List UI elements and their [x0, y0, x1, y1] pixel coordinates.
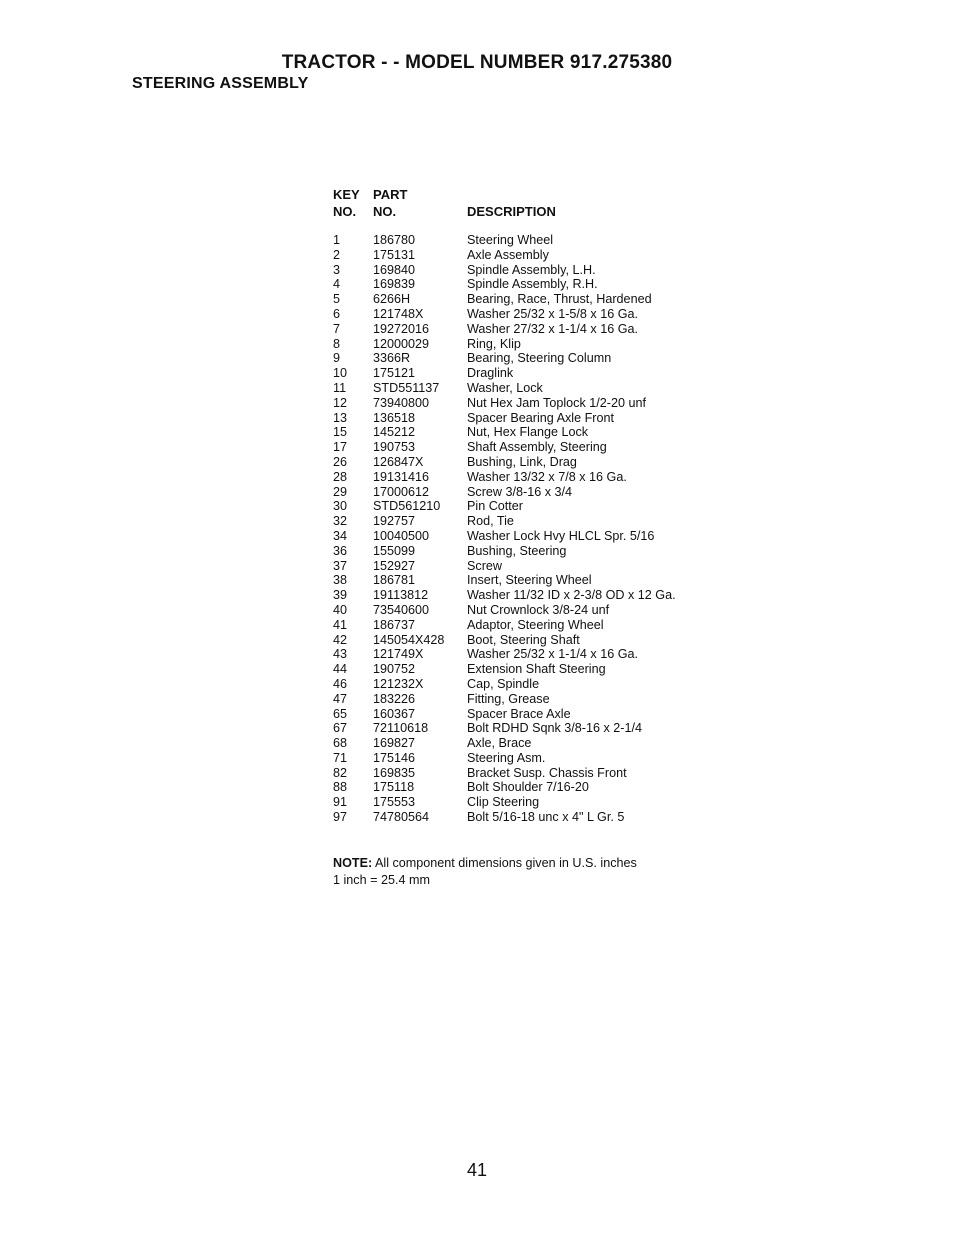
part-no-cell: 186781: [373, 573, 416, 588]
description-cell: Axle, Brace: [467, 736, 532, 751]
description-cell: Insert, Steering Wheel: [467, 573, 592, 588]
key-no-cell: 34: [333, 528, 348, 543]
part-no-cell: 145054X428: [373, 632, 445, 647]
key-no-cell: 42: [333, 632, 348, 647]
note-text: All component dimensions given in U.S. inches: [372, 856, 637, 870]
part-no-cell: 186737: [373, 617, 416, 632]
key-no-cell: 2: [333, 247, 341, 262]
key-no-cell: 97: [333, 810, 348, 825]
page-title: TRACTOR - - MODEL NUMBER 917.275380: [281, 52, 673, 73]
description-cell: Ring, Klip: [467, 336, 521, 351]
note-line2: 1 inch = 25.4 mm: [333, 873, 430, 887]
key-no-cell: 36: [333, 543, 348, 558]
description-cell: Washer 11/32 ID x 2-3/8 OD x 12 Ga.: [467, 588, 676, 603]
description-cell: Washer 27/32 x 1-1/4 x 16 Ga.: [467, 321, 639, 336]
key-no-cell: 44: [333, 662, 348, 677]
part-no-cell: 175121: [373, 366, 416, 381]
description-cell: Washer 25/32 x 1-5/8 x 16 Ga.: [467, 306, 639, 321]
part-no-cell: 169827: [373, 736, 416, 751]
key-no-cell: 41: [333, 617, 348, 632]
part-no-cell: 136518: [373, 410, 416, 425]
description-cell: Washer 25/32 x 1-1/4 x 16 Ga.: [467, 647, 639, 662]
description-cell: Spindle Assembly, L.H.: [467, 262, 596, 277]
header-description: DESCRIPTION: [467, 204, 556, 219]
key-no-cell: 65: [333, 706, 348, 721]
key-no-cell: 91: [333, 795, 348, 810]
table-header: [333, 186, 753, 222]
key-no-cell: 15: [333, 425, 348, 440]
description-cell: Nut Crownlock 3/8-24 unf: [467, 602, 610, 617]
header-part-line1: PART: [373, 187, 408, 202]
part-no-cell: 190752: [373, 662, 416, 677]
part-no-cell: 169839: [373, 277, 416, 292]
description-cell: Spindle Assembly, R.H.: [467, 277, 598, 292]
key-no-cell: 7: [333, 321, 341, 336]
part-no-cell: 175146: [373, 750, 416, 765]
description-cell: Nut Hex Jam Toplock 1/2-20 unf: [467, 395, 646, 410]
note-label: NOTE:: [333, 856, 373, 870]
description-cell: Cap, Spindle: [467, 676, 540, 691]
page-number: 41: [466, 1160, 488, 1180]
part-no-cell: STD551137: [373, 380, 440, 395]
description-cell: Draglink: [467, 366, 514, 381]
part-no-cell: 19113812: [373, 588, 429, 603]
part-no-cell: 155099: [373, 543, 416, 558]
part-no-cell: 121232X: [373, 676, 424, 691]
description-cell: Screw 3/8-16 x 3/4: [467, 484, 572, 499]
description-cell: Washer, Lock: [467, 380, 543, 395]
description-cell: Bolt Shoulder 7/16-20: [467, 780, 589, 795]
key-no-cell: 71: [333, 750, 348, 765]
description-cell: Washer 13/32 x 7/8 x 16 Ga.: [467, 469, 627, 484]
description-cell: Bushing, Link, Drag: [467, 454, 577, 469]
description-cell: Bolt RDHD Sqnk 3/8-16 x 2-1/4: [467, 721, 642, 736]
key-no-cell: 17: [333, 440, 348, 455]
part-no-cell: 186780: [373, 233, 416, 247]
part-no-cell: 17000612: [373, 484, 430, 499]
key-no-cell: 67: [333, 721, 348, 736]
description-cell: Extension Shaft Steering: [467, 662, 606, 677]
parts-table: [333, 186, 753, 825]
part-no-cell: 169835: [373, 765, 416, 780]
key-no-cell: 11: [333, 380, 347, 395]
key-no-cell: 6: [333, 306, 341, 321]
description-cell: Steering Asm.: [467, 750, 546, 765]
key-no-cell: 47: [333, 691, 348, 706]
description-cell: Spacer Brace Axle: [467, 706, 571, 721]
description-cell: Axle Assembly: [467, 247, 549, 262]
part-no-cell: 19131416: [373, 469, 430, 484]
key-no-cell: 32: [333, 514, 348, 529]
part-no-cell: 160367: [373, 706, 416, 721]
header-key-line2: NO.: [333, 204, 357, 219]
key-no-cell: 43: [333, 647, 348, 662]
key-no-cell: 8: [333, 336, 341, 351]
key-no-cell: 68: [333, 736, 348, 751]
description-cell: Spacer Bearing Axle Front: [467, 410, 615, 425]
part-no-cell: 175118: [373, 780, 415, 795]
description-cell: Adaptor, Steering Wheel: [467, 617, 604, 632]
part-no-cell: 121749X: [373, 647, 424, 662]
part-no-cell: 169840: [373, 262, 416, 277]
part-no-cell: 72110618: [373, 721, 429, 736]
key-no-cell: 88: [333, 780, 348, 795]
description-cell: Clip Steering: [467, 795, 540, 810]
key-no-cell: 5: [333, 292, 341, 307]
key-no-cell: 13: [333, 410, 348, 425]
description-cell: Fitting, Grease: [467, 691, 550, 706]
note-line1: [333, 855, 637, 872]
description-cell: Steering Wheel: [467, 233, 554, 247]
part-no-cell: 6266H: [373, 292, 411, 307]
part-no-cell: 10040500: [373, 528, 430, 543]
part-no-cell: 73940800: [373, 395, 430, 410]
part-no-cell: STD561210: [373, 499, 441, 514]
description-cell: Washer Lock Hvy HLCL Spr. 5/16: [467, 528, 655, 543]
key-no-cell: 29: [333, 484, 348, 499]
part-no-cell: 3366R: [373, 351, 411, 366]
key-no-cell: 10: [333, 366, 348, 381]
header-part-line2: NO.: [373, 204, 397, 219]
key-no-cell: 46: [333, 676, 348, 691]
key-no-cell: 3: [333, 262, 341, 277]
key-no-cell: 40: [333, 602, 348, 617]
description-cell: Rod, Tie: [467, 514, 514, 529]
part-no-cell: 74780564: [373, 810, 430, 825]
part-no-cell: 183226: [373, 691, 416, 706]
key-no-cell: 26: [333, 454, 348, 469]
key-no-cell: 39: [333, 588, 348, 603]
section-title: STEERING ASSEMBLY: [132, 75, 309, 92]
description-cell: Pin Cotter: [467, 499, 523, 514]
key-no-cell: 38: [333, 573, 348, 588]
key-no-cell: 28: [333, 469, 348, 484]
description-cell: Screw: [467, 558, 502, 573]
description-cell: Bracket Susp. Chassis Front: [467, 765, 627, 780]
key-no-cell: 30: [333, 499, 348, 514]
part-no-cell: 152927: [373, 558, 416, 573]
note: [333, 855, 637, 889]
description-cell: Bearing, Steering Column: [467, 351, 612, 366]
key-no-cell: 1: [333, 233, 341, 247]
key-no-cell: 9: [333, 351, 341, 366]
key-no-cell: 82: [333, 765, 348, 780]
description-cell: Boot, Steering Shaft: [467, 632, 580, 647]
part-no-cell: 190753: [373, 440, 416, 455]
description-cell: Bearing, Race, Thrust, Hardened: [467, 292, 652, 307]
part-no-cell: 126847X: [373, 454, 424, 469]
description-cell: Bushing, Steering: [467, 543, 567, 558]
part-no-cell: 12000029: [373, 336, 430, 351]
part-no-cell: 192757: [373, 514, 416, 529]
part-no-cell: 73540600: [373, 602, 430, 617]
part-no-cell: 145212: [373, 425, 416, 440]
part-no-cell: 175553: [373, 795, 416, 810]
description-cell: Bolt 5/16-18 unc x 4" L Gr. 5: [467, 810, 625, 825]
part-no-cell: 121748X: [373, 306, 424, 321]
part-no-cell: 19272016: [373, 321, 430, 336]
part-no-cell: 175131: [373, 247, 416, 262]
key-no-cell: 37: [333, 558, 348, 573]
key-no-cell: 12: [333, 395, 348, 410]
description-cell: Nut, Hex Flange Lock: [467, 425, 589, 440]
header-key-line1: KEY: [333, 187, 360, 202]
key-no-cell: 4: [333, 277, 341, 292]
description-cell: Shaft Assembly, Steering: [467, 440, 607, 455]
